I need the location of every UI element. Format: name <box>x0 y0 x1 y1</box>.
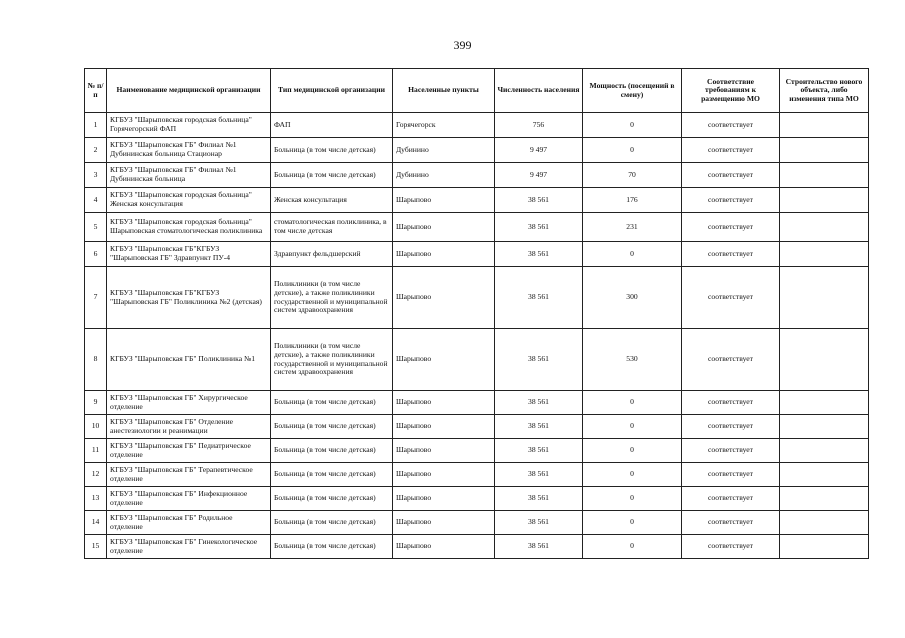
construction <box>780 329 869 391</box>
compliance: соответствует <box>682 329 780 391</box>
organization-type: Больница (в том числе детская) <box>271 463 393 487</box>
organization-type: Поликлиники (в том числе детские), а также поликлиники государственной и муниципальной систем здравоохранения <box>271 329 393 391</box>
capacity: 0 <box>583 415 682 439</box>
capacity: 0 <box>583 511 682 535</box>
population: 38 561 <box>495 439 583 463</box>
header-organization-type: Тип медицинской организации <box>271 69 393 113</box>
construction <box>780 242 869 267</box>
organization-name: КГБУЗ "Шарыповская городская больница" Женская консультация <box>107 188 271 213</box>
capacity: 0 <box>583 138 682 163</box>
population: 38 561 <box>495 188 583 213</box>
organization-type: Больница (в том числе детская) <box>271 415 393 439</box>
header-compliance: Соответствие требованиям к размещению МО <box>682 69 780 113</box>
medical-organizations-table <box>84 68 869 559</box>
organization-type: Больница (в том числе детская) <box>271 487 393 511</box>
population: 9 497 <box>495 163 583 188</box>
locality: Шарыпово <box>393 535 495 559</box>
table-row <box>85 487 869 511</box>
row-number: 4 <box>85 188 107 213</box>
locality: Шарыпово <box>393 511 495 535</box>
locality: Шарыпово <box>393 391 495 415</box>
row-number: 12 <box>85 463 107 487</box>
header-localities: Населенные пункты <box>393 69 495 113</box>
locality: Шарыпово <box>393 415 495 439</box>
table-row <box>85 163 869 188</box>
organization-type: Больница (в том числе детская) <box>271 391 393 415</box>
construction <box>780 391 869 415</box>
organization-type: Больница (в том числе детская) <box>271 535 393 559</box>
row-number: 14 <box>85 511 107 535</box>
capacity: 0 <box>583 242 682 267</box>
construction <box>780 163 869 188</box>
population: 38 561 <box>495 535 583 559</box>
organization-type: Женская консультация <box>271 188 393 213</box>
construction <box>780 113 869 138</box>
organization-name: КГБУЗ "Шарыповская городская больница" Горячегорский ФАП <box>107 113 271 138</box>
locality: Дубинино <box>393 163 495 188</box>
organization-name: КГБУЗ "Шарыповская ГБ" Хирургическое отделение <box>107 391 271 415</box>
organization-type: Больница (в том числе детская) <box>271 511 393 535</box>
organization-name: КГБУЗ "Шарыповская ГБ" Терапевтическое отделение <box>107 463 271 487</box>
organization-name: КГБУЗ "Шарыповская ГБ" Поликлиника №1 <box>107 329 271 391</box>
compliance: соответствует <box>682 267 780 329</box>
row-number: 5 <box>85 213 107 242</box>
row-number: 13 <box>85 487 107 511</box>
compliance: соответствует <box>682 113 780 138</box>
compliance: соответствует <box>682 535 780 559</box>
locality: Шарыпово <box>393 439 495 463</box>
row-number: 2 <box>85 138 107 163</box>
compliance: соответствует <box>682 463 780 487</box>
capacity: 530 <box>583 329 682 391</box>
table-row <box>85 138 869 163</box>
compliance: соответствует <box>682 415 780 439</box>
row-number: 8 <box>85 329 107 391</box>
population: 38 561 <box>495 213 583 242</box>
compliance: соответствует <box>682 163 780 188</box>
row-number: 15 <box>85 535 107 559</box>
population: 756 <box>495 113 583 138</box>
locality: Шарыпово <box>393 329 495 391</box>
row-number: 10 <box>85 415 107 439</box>
row-number: 9 <box>85 391 107 415</box>
population: 38 561 <box>495 415 583 439</box>
header-capacity: Мощность (посещений в смену) <box>583 69 682 113</box>
capacity: 0 <box>583 439 682 463</box>
compliance: соответствует <box>682 511 780 535</box>
population: 9 497 <box>495 138 583 163</box>
compliance: соответствует <box>682 439 780 463</box>
compliance: соответствует <box>682 487 780 511</box>
organization-type: Больница (в том числе детская) <box>271 439 393 463</box>
population: 38 561 <box>495 391 583 415</box>
organization-name: КГБУЗ "Шарыповская ГБ" Филиал №1 Дубининская больница Стационар <box>107 138 271 163</box>
organization-name: КГБУЗ "Шарыповская ГБ" Филиал №1 Дубининская больница <box>107 163 271 188</box>
capacity: 0 <box>583 463 682 487</box>
construction <box>780 415 869 439</box>
table-row <box>85 329 869 391</box>
row-number: 1 <box>85 113 107 138</box>
locality: Шарыпово <box>393 267 495 329</box>
row-number: 7 <box>85 267 107 329</box>
locality: Горячегорск <box>393 113 495 138</box>
locality: Шарыпово <box>393 487 495 511</box>
locality: Шарыпово <box>393 188 495 213</box>
compliance: соответствует <box>682 242 780 267</box>
header-population: Численность населения <box>495 69 583 113</box>
population: 38 561 <box>495 511 583 535</box>
table-row <box>85 391 869 415</box>
capacity: 0 <box>583 487 682 511</box>
capacity: 176 <box>583 188 682 213</box>
organization-name: КГБУЗ "Шарыповская ГБ" Гинекологическое отделение <box>107 535 271 559</box>
construction <box>780 511 869 535</box>
capacity: 0 <box>583 391 682 415</box>
table-row <box>85 535 869 559</box>
population: 38 561 <box>495 329 583 391</box>
construction <box>780 535 869 559</box>
capacity: 300 <box>583 267 682 329</box>
compliance: соответствует <box>682 391 780 415</box>
population: 38 561 <box>495 242 583 267</box>
organization-name: КГБУЗ "Шарыповская ГБ" Родильное отделение <box>107 511 271 535</box>
locality: Дубинино <box>393 138 495 163</box>
locality: Шарыпово <box>393 463 495 487</box>
table-row <box>85 511 869 535</box>
organization-name: КГБУЗ "Шарыповская городская больница" Шарыповская стоматологическая поликлиника <box>107 213 271 242</box>
capacity: 0 <box>583 535 682 559</box>
table-row <box>85 267 869 329</box>
header-number: № п/п <box>85 69 107 113</box>
page-number: 399 <box>453 38 472 52</box>
organization-type: ФАП <box>271 113 393 138</box>
capacity: 231 <box>583 213 682 242</box>
table-row <box>85 188 869 213</box>
table-row <box>85 113 869 138</box>
organization-name: КГБУЗ "Шарыповская ГБ" Отделение анестезиологии и реанимации <box>107 415 271 439</box>
construction <box>780 267 869 329</box>
construction <box>780 463 869 487</box>
header-organization-name: Наименование медицинской организации <box>107 69 271 113</box>
organization-type: Больница (в том числе детская) <box>271 138 393 163</box>
construction <box>780 188 869 213</box>
table-row <box>85 242 869 267</box>
organization-name: КГБУЗ "Шарыповская ГБ"КГБУЗ "Шарыповская ГБ" Поликлиника №2 (детская) <box>107 267 271 329</box>
header-construction: Строительство нового объекта, либо изменения типа МО <box>780 69 869 113</box>
table-row <box>85 439 869 463</box>
row-number: 6 <box>85 242 107 267</box>
construction <box>780 138 869 163</box>
capacity: 0 <box>583 113 682 138</box>
construction <box>780 213 869 242</box>
organization-type: Больница (в том числе детская) <box>271 163 393 188</box>
row-number: 11 <box>85 439 107 463</box>
locality: Шарыпово <box>393 242 495 267</box>
table-row <box>85 213 869 242</box>
capacity: 70 <box>583 163 682 188</box>
locality: Шарыпово <box>393 213 495 242</box>
construction <box>780 487 869 511</box>
organization-name: КГБУЗ "Шарыповская ГБ" Педиатрическое отделение <box>107 439 271 463</box>
table-row <box>85 415 869 439</box>
organization-name: КГБУЗ "Шарыповская ГБ" Инфекционное отделение <box>107 487 271 511</box>
population: 38 561 <box>495 487 583 511</box>
compliance: соответствует <box>682 188 780 213</box>
organization-type: стоматологическая поликлиника, в том числе детская <box>271 213 393 242</box>
organization-type: Здравпункт фельдшерский <box>271 242 393 267</box>
table-header-row <box>85 69 869 113</box>
row-number: 3 <box>85 163 107 188</box>
compliance: соответствует <box>682 213 780 242</box>
construction <box>780 439 869 463</box>
compliance: соответствует <box>682 138 780 163</box>
population: 38 561 <box>495 267 583 329</box>
organization-name: КГБУЗ "Шарыповская ГБ"КГБУЗ "Шарыповская ГБ" Здравпункт ПУ-4 <box>107 242 271 267</box>
population: 38 561 <box>495 463 583 487</box>
organization-type: Поликлиники (в том числе детские), а также поликлиники государственной и муниципальной систем здравоохранения <box>271 267 393 329</box>
table-row <box>85 463 869 487</box>
